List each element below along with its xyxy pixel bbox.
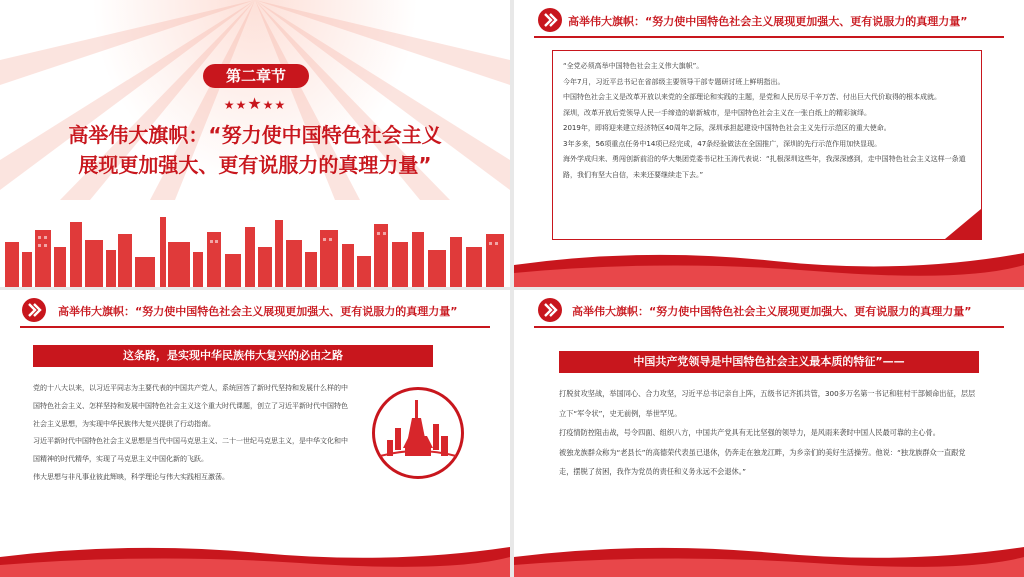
body-text xyxy=(559,384,979,482)
paragraph: 3年多来，56项重点任务中14项已经完成，47条经验做法在全国推广，深圳的先行示范作用加快显现。 xyxy=(563,139,882,148)
red-wave-decoration xyxy=(514,527,1024,577)
title-line-2: 展现更加强大、更有说服力的真理力量” xyxy=(78,153,432,177)
paragraph: 被独龙族群众称为“老县长”的高德荣代表虽已退休，仍奔走在独龙江畔，为乡亲们的美好生活操劳。他说：“独龙族群众一直跟党走，摆脱了贫困，我作为党员的责任和义务永远不会退休。” xyxy=(559,447,966,476)
header-divider xyxy=(20,326,490,328)
header-title: 高举伟大旗帜：“努力使中国特色社会主义展现更加强大、更有说服力的真理力量” xyxy=(568,15,968,28)
header-icon xyxy=(538,8,562,32)
paragraph: 深圳，改革开放后党领导人民一手缔造的崭新城市，是中国特色社会主义在一张白纸上的精彩演绎。 xyxy=(563,108,871,117)
slide-4-thumbnail[interactable] xyxy=(514,290,1024,577)
body-text xyxy=(33,380,353,487)
chevron-right-icon xyxy=(538,8,562,32)
landmark-icon xyxy=(375,390,461,476)
paragraph: 今年7月，习近平总书记在省部级主要领导干部专题研讨班上鲜明指出。 xyxy=(563,77,785,86)
title-line-1: 高举伟大旗帜：“努力使中国特色社会主义 xyxy=(68,123,442,147)
chevron-right-icon xyxy=(22,298,46,322)
city-skyline-illustration xyxy=(0,212,510,287)
header-icon xyxy=(22,298,46,322)
star-icon: ★ xyxy=(247,94,263,113)
slide-title xyxy=(40,120,470,180)
header-divider xyxy=(534,36,1004,38)
paragraph: 海外学成归来、勇闯创新前沿的华大集团党委书记杜玉涛代表说：“扎根深圳这些年，我深深感到，走中国特色社会主义这样一条道路，我们有坚大自信，未来还要继续走下去。” xyxy=(563,155,966,179)
red-wave-decoration xyxy=(514,237,1024,287)
slide-3-thumbnail[interactable] xyxy=(0,290,510,577)
star-icon: ★ xyxy=(223,98,236,112)
paragraph: 打疫情防控阻击战，号令四面、组织八方，中国共产党具有无比坚强的领导力，是风雨来袭时中国人民最可靠的主心骨。 xyxy=(559,428,940,437)
paragraph: 2019年，即将迎来建立经济特区40周年之际，深圳承担起建设中国特色社会主义先行示范区的重大使命。 xyxy=(563,124,891,132)
header-title: 高举伟大旗帜：“努力使中国特色社会主义展现更加强大、更有说服力的真理力量” xyxy=(572,305,972,318)
red-wave-decoration xyxy=(0,527,510,577)
header-title: 高举伟大旗帜：“努力使中国特色社会主义展现更加强大、更有说服力的真理力量” xyxy=(58,305,458,318)
star-icon: ★ xyxy=(274,98,287,112)
paragraph: 党的十八大以来，以习近平同志为主要代表的中国共产党人，系统回答了新时代坚持和发展什么样的中国特色社会主义、怎样坚持和发展中国特色社会主义这个重大时代课题，创立了习近平新时代中国特色社会主义思想，为实现中华民族伟大复兴提供了行动指南。 xyxy=(33,384,348,428)
star-icon: ★ xyxy=(235,98,248,112)
paragraph: 伟大思想与非凡事业彼此辉映，科学理论与伟大实践相互激荡。 xyxy=(33,472,229,481)
paragraph: 习近平新时代中国特色社会主义思想是当代中国马克思主义、二十一世纪马克思主义，是中华文化和中国精神的时代精华，实现了马克思主义中国化新的飞跃。 xyxy=(33,437,348,464)
header-icon xyxy=(538,298,562,322)
section-banner: 这条路，是实现中华民族伟大复兴的必由之路 xyxy=(33,345,433,367)
slide-1-thumbnail[interactable] xyxy=(0,0,510,287)
quote-text-box xyxy=(552,50,982,240)
paragraph: 中国特色社会主义是改革开放以来党的全部理论和实践的主题，是党和人民历尽千辛万苦、付出巨大代价取得的根本成就。 xyxy=(563,93,941,101)
slide-2-thumbnail[interactable] xyxy=(514,0,1024,287)
header-divider xyxy=(534,326,1004,328)
section-banner: 中国共产党领导是中国特色社会主义最本质的特征”—— xyxy=(559,351,979,373)
paragraph: “全党必须高举中国特色社会主义伟大旗帜”。 xyxy=(563,62,704,70)
chevron-right-icon xyxy=(538,298,562,322)
landmark-illustration xyxy=(372,387,464,479)
chapter-badge: 第二章节 xyxy=(203,64,309,88)
page-fold-decoration xyxy=(945,209,981,239)
stars-decoration xyxy=(205,94,305,113)
paragraph: 打脱贫攻坚战，举国同心、合力攻坚，习近平总书记亲自上阵，五级书记齐抓共管，300多万名第一书记和驻村干部倾命出征，层层立下“军令状”，史无前例，举世罕见。 xyxy=(559,389,976,418)
star-icon: ★ xyxy=(262,98,275,112)
